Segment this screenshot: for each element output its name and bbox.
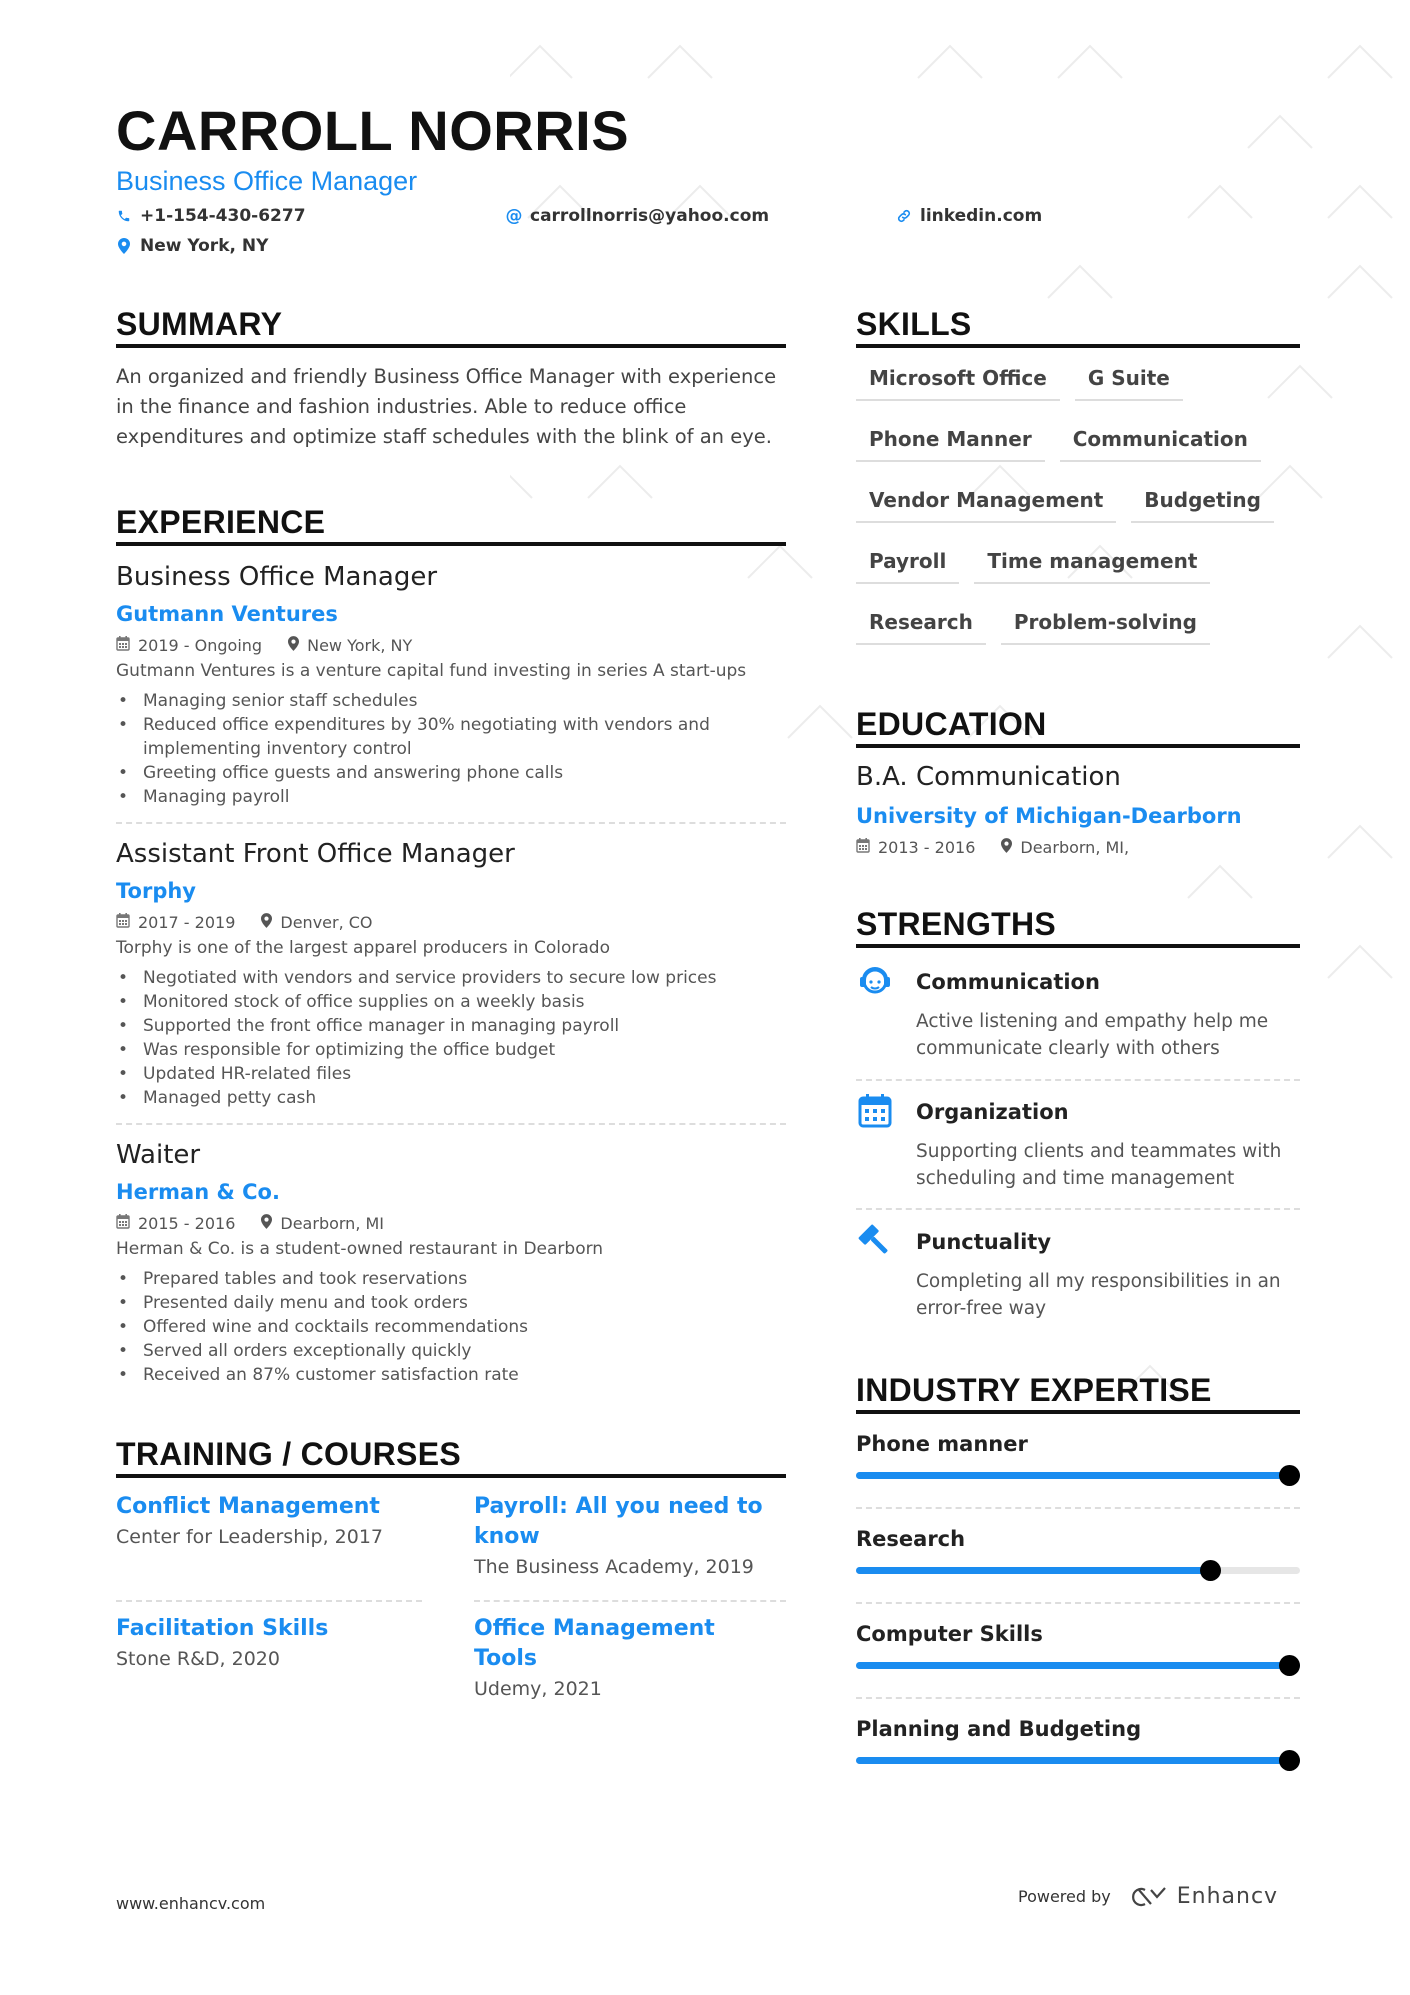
job-meta [116,636,786,655]
list-item: • Offered wine and cocktails recommendations [116,1315,786,1339]
company-description: Herman & Co. is a student-owned restaurant in Dearborn [116,1239,604,1259]
strength-description: Completing all my responsibilities in an error-free way [916,1271,1281,1319]
linkedin-url: linkedin.com [920,206,1043,226]
expertise-bar-knob [1279,1750,1300,1771]
experience-heading: EXPERIENCE [116,504,326,540]
divider [116,1123,786,1125]
school-name[interactable]: University of Michigan-Dearborn [856,804,1242,828]
divider [474,1600,786,1602]
expertise-bar-fill [856,1662,1300,1669]
expertise-bar-knob [1279,1465,1300,1486]
job-title: Waiter [116,1140,201,1170]
skills-heading: SKILLS [856,306,972,342]
list-item: • Prepared tables and took reservations [116,1267,786,1291]
skill-tag: Vendor Management [856,482,1116,523]
skill-tag: Payroll [856,543,959,584]
divider [856,1602,1300,1604]
support-agent-icon [856,962,894,1000]
list-item: • Received an 87% customer satisfaction rate [116,1363,786,1387]
education-location: Dearborn, MI, [1020,838,1130,857]
education-entry [856,762,1306,863]
at-sign-icon: @ [505,206,523,226]
job-bullets [116,966,786,1110]
list-item: • Presented daily menu and took orders [116,1291,786,1315]
job-meta [116,1214,786,1233]
expertise-bar [856,1472,1300,1479]
training-rule [116,1474,786,1478]
skill-tag: Problem-solving [1001,604,1210,645]
strength-description: Supporting clients and teammates with scheduling and time management [916,1141,1282,1189]
divider [116,1600,422,1602]
expertise-bar-fill [856,1567,1211,1574]
course-name[interactable]: Office Management Tools [474,1616,715,1671]
phone-icon [116,207,132,225]
job-dates: 2019 - Ongoing [138,636,263,655]
strengths-rule [856,944,1300,948]
skills-list [856,360,1306,665]
location-text: New York, NY [140,236,269,256]
industry-expertise-rule [856,1410,1300,1414]
list-item: • Supported the front office manager in managing payroll [116,1014,786,1038]
brand-name: Enhancv [1176,1884,1279,1909]
expertise-item [856,1622,1300,1646]
job-location: New York, NY [307,636,413,655]
course-item [116,1492,426,1548]
strength-title: Organization [916,1100,1069,1124]
expertise-label: Phone manner [856,1432,1028,1456]
company-description: Gutmann Ventures is a venture capital fund investing in series A start-ups [116,661,747,681]
divider [856,1079,1300,1081]
skill-tag: Communication [1060,421,1261,462]
expertise-label: Research [856,1527,966,1551]
skill-tag: Research [856,604,986,645]
course-provider: The Business Academy, 2019 [474,1556,754,1578]
phone-number: +1-154-430-6277 [140,206,306,226]
education-rule [856,744,1300,748]
gavel-icon [856,1222,894,1260]
job-dates: 2017 - 2019 [138,913,236,932]
list-item: • Managing payroll [116,785,786,809]
job-entry [116,562,786,809]
list-item: • Negotiated with vendors and service providers to secure low prices [116,966,786,990]
location-pin-icon [261,1214,272,1233]
job-entry [116,839,786,1110]
linkedin-contact[interactable] [896,206,1042,226]
summary-text: An organized and friendly Business Office Manager with experience in the finance and fashion industries. Able to reduce office expenditures and optimize staff schedules with the blink of an eye. [116,365,777,448]
expertise-bar-fill [856,1472,1300,1479]
job-bullets [116,689,786,809]
company-description: Torphy is one of the largest apparel producers in Colorado [116,938,610,958]
footer-website[interactable]: www.enhancv.com [116,1894,266,1913]
list-item: • Managing senior staff schedules [116,689,786,713]
education-heading: EDUCATION [856,706,1047,742]
expertise-bar-fill [856,1757,1300,1764]
brand [1127,1884,1278,1909]
calendar-icon [856,838,870,857]
job-meta [116,913,786,932]
email-address: carrollnorris@yahoo.com [530,206,770,226]
location-pin-icon [288,636,299,655]
list-item: • Served all orders exceptionally quickly [116,1339,786,1363]
skill-tag: Time management [974,543,1210,584]
phone-contact[interactable] [116,206,306,226]
divider [856,1507,1300,1509]
education-dates: 2013 - 2016 [878,838,976,857]
skill-tag: G Suite [1075,360,1183,401]
course-provider: Stone R&D, 2020 [116,1648,280,1670]
skill-tag: Budgeting [1131,482,1274,523]
location-pin-icon [1001,838,1012,857]
list-item: • Greeting office guests and answering phone calls [116,761,786,785]
company-name[interactable]: Herman & Co. [116,1180,280,1204]
expertise-item [856,1717,1300,1741]
skill-tag: Phone Manner [856,421,1045,462]
skills-rule [856,344,1300,348]
expertise-bar-knob [1200,1560,1221,1581]
expertise-item [856,1432,1300,1456]
divider [856,1697,1300,1699]
strength-title: Punctuality [916,1230,1052,1254]
strength-description: Active listening and empathy help me communicate clearly with others [916,1011,1269,1059]
calendar-icon [856,1092,894,1130]
list-item: • Monitored stock of office supplies on a weekly basis [116,990,786,1014]
powered-by-label: Powered by [1018,1887,1111,1906]
expertise-label: Computer Skills [856,1622,1043,1646]
degree: B.A. Communication [856,762,1121,792]
calendar-icon [116,913,130,932]
email-contact[interactable] [506,206,769,226]
job-bullets [116,1267,786,1387]
job-title: Business Office Manager [116,562,438,592]
strengths-heading: STRENGTHS [856,906,1057,942]
enhancv-logo-icon [1127,1886,1169,1908]
divider [116,822,786,824]
experience-rule [116,542,786,546]
location-pin-icon [261,913,272,932]
calendar-icon [116,1214,130,1233]
location-contact [116,236,268,256]
expertise-bar-knob [1279,1655,1300,1676]
list-item: • Reduced office expenditures by 30% negotiating with vendors and implementing inventory control [116,713,786,761]
job-location: Denver, CO [280,913,373,932]
course-item [474,1614,784,1700]
location-pin-icon [116,237,132,255]
divider [856,1208,1300,1210]
link-icon [896,207,912,225]
candidate-name: CARROLL NORRIS [116,99,630,162]
course-name[interactable]: Payroll: All you need to know [474,1494,763,1549]
powered-by[interactable] [1018,1884,1278,1909]
candidate-title: Business Office Manager [116,166,418,196]
course-name[interactable]: Facilitation Skills [116,1616,329,1641]
course-name[interactable]: Conflict Management [116,1494,380,1519]
job-location: Dearborn, MI [280,1214,385,1233]
course-item [474,1492,784,1578]
course-item [116,1614,426,1670]
training-heading: TRAINING / COURSES [116,1436,461,1472]
job-entry [116,1140,786,1387]
expertise-bar [856,1757,1300,1764]
list-item: • Managed petty cash [116,1086,786,1110]
education-meta [856,838,1306,857]
list-item: • Was responsible for optimizing the office budget [116,1038,786,1062]
summary-heading: SUMMARY [116,306,283,342]
expertise-item [856,1527,1300,1551]
job-title: Assistant Front Office Manager [116,839,515,869]
summary-rule [116,344,786,348]
industry-expertise-heading: INDUSTRY EXPERTISE [856,1372,1212,1408]
expertise-label: Planning and Budgeting [856,1717,1142,1741]
company-name[interactable]: Gutmann Ventures [116,602,338,626]
course-provider: Center for Leadership, 2017 [116,1526,384,1548]
strength-title: Communication [916,970,1100,994]
calendar-icon [116,636,130,655]
list-item: • Updated HR-related files [116,1062,786,1086]
company-name[interactable]: Torphy [116,879,196,903]
expertise-bar [856,1662,1300,1669]
course-provider: Udemy, 2021 [474,1678,602,1700]
skill-tag: Microsoft Office [856,360,1060,401]
expertise-bar [856,1567,1300,1574]
job-dates: 2015 - 2016 [138,1214,236,1233]
